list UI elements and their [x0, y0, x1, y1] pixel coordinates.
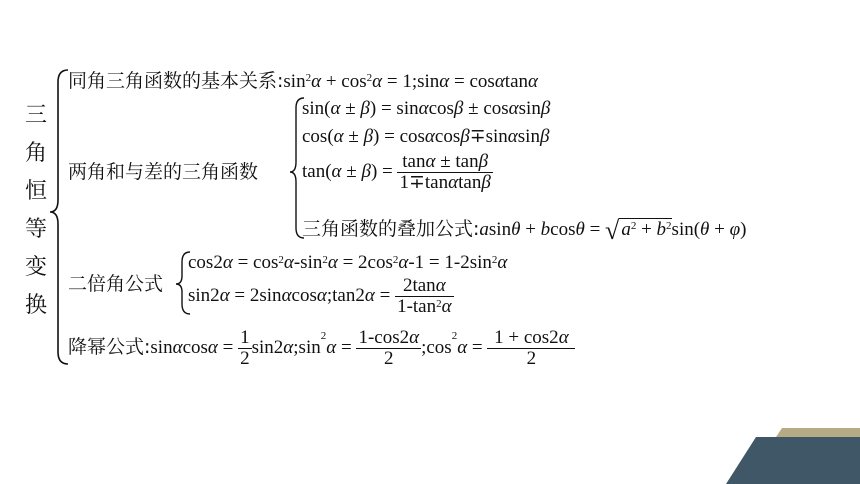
row-label: 同角三角函数的基本关系:: [68, 70, 284, 92]
corner-tan-bar: [776, 428, 860, 437]
double-angle-label: 二倍角公式: [68, 273, 164, 295]
denominator: 1∓tanαtanβ: [399, 172, 491, 193]
formula: $\sin^2\alpha + \cos^2\alpha$ = 1;sinα = cosαtanα: [283, 71, 538, 92]
title-char: 换: [25, 293, 48, 318]
half-fraction: $\frac{1}{2}$: [240, 327, 250, 369]
cos-double-formula: $\cos 2\alpha = \cos^2\alpha-\sin^2\alpha = 2\cos^2\alpha-1 = 1-2\sin^2\alpha$: [188, 252, 508, 273]
row-label: 降幂公式:: [68, 335, 151, 358]
title-char: 角: [25, 141, 48, 166]
tan-sum-formula: tan(α ± β) = $\frac{\tan\alpha \pm \tan\beta}{1\mp\tan\alpha\tan\beta}$: [302, 151, 491, 193]
numerator: tanα ± tanβ: [397, 152, 492, 173]
title-char: 变: [25, 255, 48, 280]
sin-square-fraction: $\frac{1-\cos 2\alpha}{2}$: [358, 327, 420, 369]
row-label: 三角函数的叠加公式:: [302, 218, 480, 240]
title-char: 等: [25, 217, 48, 242]
auxiliary-angle-formula: 三角函数的叠加公式:asinθ + bcosθ = √ $a^2 + b^2\sin(\theta + \varphi)$: [302, 216, 747, 245]
sum-difference-label: 两角和与差的三角函数: [68, 161, 259, 183]
title-char: 恒: [25, 179, 48, 204]
numerator: 2tanα: [395, 276, 454, 297]
corner-dark-block: [726, 437, 860, 484]
cos-square-fraction: $\frac{1 + \cos 2\alpha}{2}$: [487, 328, 575, 369]
title-char: 三: [25, 103, 48, 128]
power-reduction-formulas: 降幂公式:sinαcosα = $\frac{1}{2}$ $\sin 2\alpha;\sin^2\alpha$ = $\frac{1-\cos 2\alpha}{2}$ $;\cos^2\alpha$ = $\frac{1 + \cos 2\alpha}{2}$: [68, 328, 575, 369]
denominator: $1-\tan^2\alpha$: [397, 296, 452, 317]
cos-sum-formula: cos(α ± β) = cosαcosβ∓sinαsinβ: [302, 126, 550, 147]
sin-sum-formula: sin(α ± β) = sinαcosβ ± cosαsinβ: [302, 98, 551, 119]
sin-tan-double-formula: sin2α = 2sinαcosα;tan2α = $\frac{2\tan\alpha}{1-\tan^2\alpha}$: [188, 275, 452, 317]
